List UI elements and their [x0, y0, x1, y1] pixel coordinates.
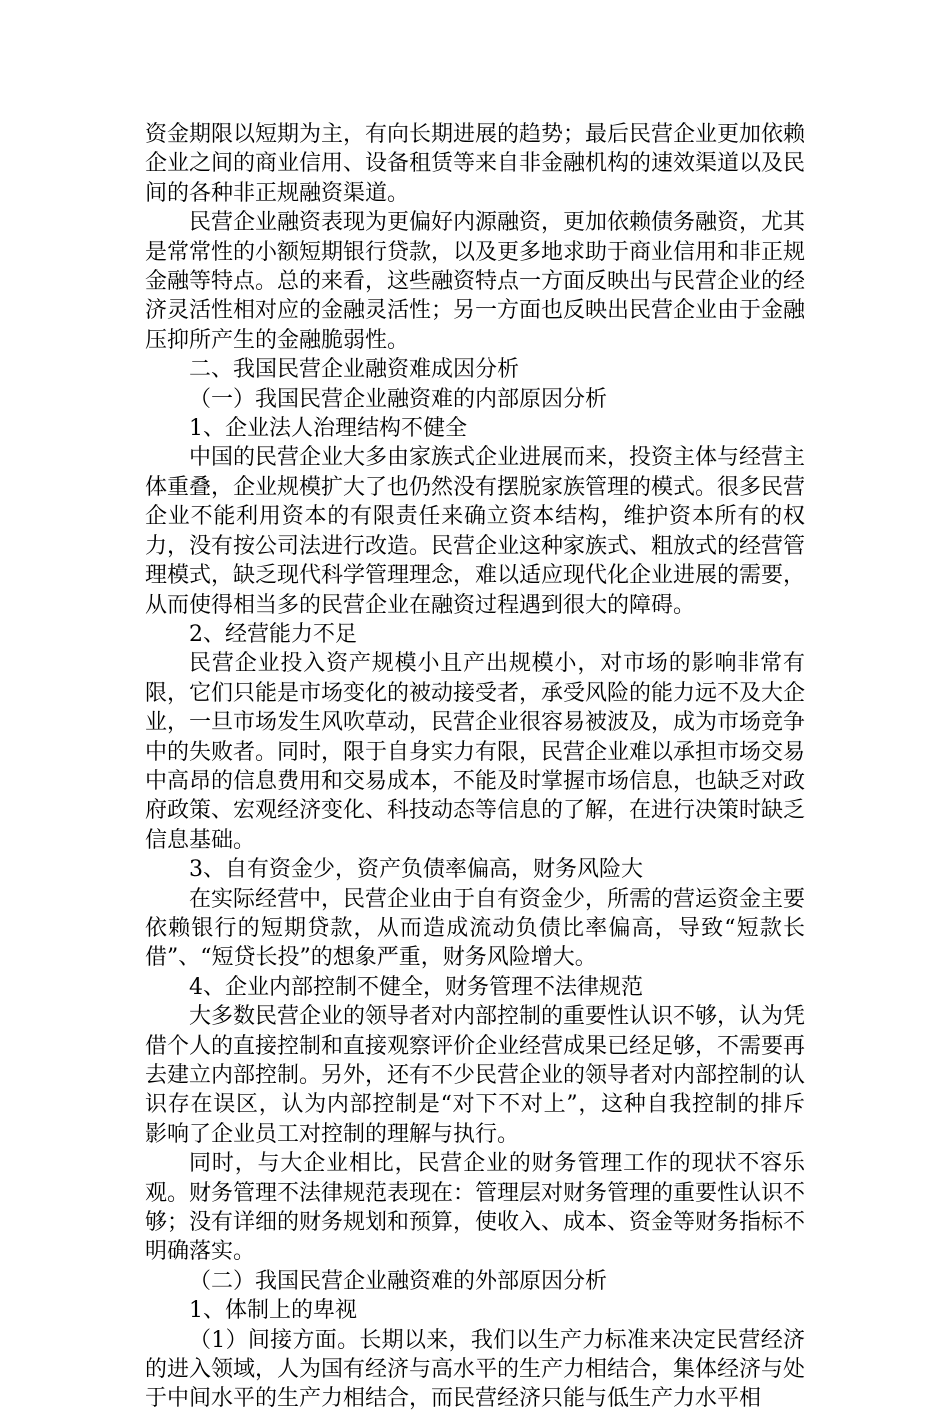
paragraph: 中国的民营企业大多由家族式企业进展而来，投资主体与经营主体重叠，企业规模扩大了也仍然没有摆脱家族管理的模式。很多民营企业不能利用资本的有限责任来确立资本结构，维护资本所有的权力，没有按公司法进行改造。民营企业这种家族式、粗放式的经营管理模式，缺乏现代科学管理理念，难以适应现代化企业进展的需要，从而使得相当多的民营企业在融资过程遇到很大的障碍。 — [145, 445, 806, 618]
item-heading: 4、企业内部控制不健全，财务管理不法律规范 — [189, 974, 643, 1000]
item-heading: 1、体制上的卑视 — [189, 1298, 357, 1324]
document-page — [145, 120, 805, 1414]
subsection-heading: （一）我国民营企业融资难的内部原因分析 — [189, 386, 608, 412]
paragraph: （1）间接方面。长期以来，我们以生产力标准来决定民营经济的进入领域，人为国有经济与高水平的生产力相结合，集体经济与处于中间水平的生产力相结合，而民营经济只能与低生产力水平相 — [145, 1327, 806, 1412]
item-heading: 3、自有资金少，资产负债率偏高，财务风险大 — [189, 857, 643, 883]
paragraph: 同时，与大企业相比，民营企业的财务管理工作的现状不容乐观。财务管理不法律规范表现在：管理层对财务管理的重要性认识不够；没有详细的财务规划和预算，使收入、成本、资金等财务指标不明确落实。 — [145, 1151, 806, 1265]
item-heading: 2、经营能力不足 — [189, 621, 357, 647]
paragraph: 资金期限以短期为主，有向长期进展的趋势；最后民营企业更加依赖企业之间的商业信用、设备租赁等来自非金融机构的速效渠道以及民间的各种非正规融资渠道。 — [145, 122, 806, 206]
paragraph: 在实际经营中，民营企业由于自有资金少，所需的营运资金主要依赖银行的短期贷款，从而造成流动负债比率偏高，导致“短款长借”、“短贷长投”的想象严重，财务风险增大。 — [145, 886, 806, 971]
section-heading: 二、我国民营企业融资难成因分析 — [189, 357, 520, 383]
paragraph: 民营企业融资表现为更偏好内源融资，更加依赖债务融资，尤其是常常性的小额短期银行贷款，以及更多地求助于商业信用和非正规金融等特点。总的来看，这些融资特点一方面反映出与民营企业的经济灵活性相对应的金融灵活性；另一方面也反映出民营企业由于金融压抑所产生的金融脆弱性。 — [145, 210, 806, 353]
subsection-heading: （二）我国民营企业融资难的外部原因分析 — [189, 1268, 608, 1294]
paragraph: 大多数民营企业的领导者对内部控制的重要性认识不够，认为凭借个人的直接控制和直接观察评价企业经营成果已经足够，不需要再去建立内部控制。另外，还有不少民营企业的领导者对内部控制的认识存在误区，认为内部控制是“对下不对上”，这种自我控制的排斥影响了企业员工对控制的理解与执行。 — [145, 1004, 806, 1147]
paragraph: 民营企业投入资产规模小且产出规模小，对市场的影响非常有限，它们只能是市场变化的被动接受者，承受风险的能力远不及大企业，一旦市场发生风吹草动，民营企业很容易被波及，成为市场竞争中的失败者。同时，限于自身实力有限，民营企业难以承担市场交易中高昂的信息费用和交易成本，不能及时掌握市场信息，也缺乏对政府政策、宏观经济变化、科技动态等信息的了解，在进行决策时缺乏信息基础。 — [145, 651, 806, 853]
item-heading: 1、企业法人治理结构不健全 — [189, 416, 467, 442]
